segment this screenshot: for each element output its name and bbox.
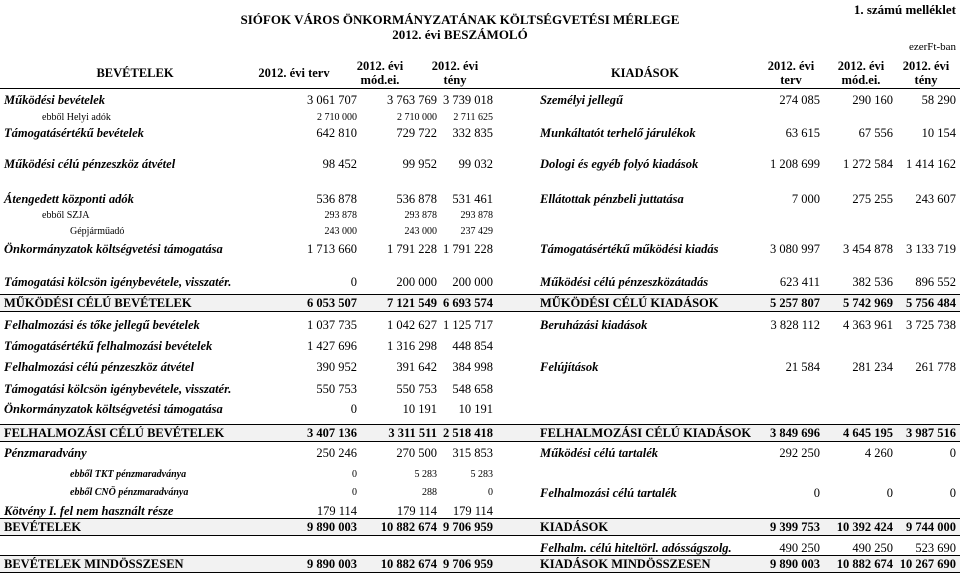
- revenue-fact-value: 332 835: [452, 126, 493, 140]
- revenue-fact-value: 548 658: [452, 382, 493, 396]
- revenue-label: BEVÉTELEK: [4, 520, 82, 534]
- revenue-label: MŰKÖDÉSI CÉLÚ BEVÉTELEK: [4, 296, 192, 310]
- revenue-mod-value: 270 500: [396, 446, 437, 460]
- revenue-mod-value: 536 878: [396, 192, 437, 206]
- expense-plan-value: 0: [813, 486, 820, 500]
- revenue-fact-header-a: 2012. évi: [431, 59, 479, 73]
- revenue-plan-value: 536 878: [316, 192, 357, 206]
- revenue-label: ebből TKT pénzmaradványa: [70, 469, 187, 480]
- revenue-fact-value: 293 878: [460, 210, 493, 221]
- revenue-plan-value: 1 427 696: [307, 339, 357, 353]
- revenue-fact-value: 384 998: [452, 360, 493, 374]
- revenue-mod-value: 99 952: [402, 157, 437, 171]
- expense-mod-value: 4 645 195: [843, 426, 893, 440]
- expense-mod-value: 4 363 961: [843, 318, 893, 332]
- revenue-plan-value: 0: [352, 469, 357, 480]
- title-line-1: SIÓFOK VÁROS ÖNKORMÁNYZATÁNAK KÖLTSÉGVETÉSI MÉRLEGE: [240, 12, 680, 27]
- revenue-label: Támogatásértékű felhalmozási bevételek: [4, 339, 213, 353]
- revenue-fact-value: 6 693 574: [443, 296, 493, 310]
- expense-mod-value: 490 250: [852, 541, 893, 555]
- expense-mod-value: 281 234: [852, 360, 893, 374]
- expense-fact-value: 896 552: [915, 275, 956, 289]
- expense-plan-header-a: 2012. évi: [767, 59, 815, 73]
- revenue-mod-value: 10 882 674: [380, 520, 437, 534]
- revenue-mod-value: 200 000: [396, 275, 437, 289]
- expense-label: FELHALMOZÁSI CÉLÚ KIADÁSOK: [540, 426, 752, 440]
- expense-plan-value: 3 849 696: [770, 426, 820, 440]
- expense-label: Dologi és egyéb folyó kiadások: [540, 157, 699, 171]
- table-row: [0, 273, 960, 291]
- title-line-2: 2012. évi BESZÁMOLÓ: [392, 27, 528, 42]
- revenue-fact-value: 179 114: [452, 504, 493, 518]
- expense-plan-header-b: terv: [780, 73, 802, 87]
- revenue-mod-header-b: mód.ei.: [360, 73, 400, 87]
- revenue-plan-value: 293 878: [324, 210, 357, 221]
- revenue-fact-value: 2 518 418: [443, 426, 493, 440]
- total-row: [0, 518, 960, 536]
- expense-fact-value: 10 154: [921, 126, 956, 140]
- header-divider: [0, 88, 960, 89]
- revenue-plan-value: 0: [350, 402, 357, 416]
- revenue-plan-value: 1 037 735: [307, 318, 357, 332]
- revenue-mod-value: 3 763 769: [387, 93, 437, 107]
- expense-fact-value: 523 690: [915, 541, 956, 555]
- expense-header: KIADÁSOK: [610, 66, 680, 80]
- page-title: [240, 12, 680, 42]
- revenue-label: Felhalmozási és tőke jellegű bevételek: [4, 318, 200, 332]
- expense-fact-value: 58 290: [921, 93, 956, 107]
- revenue-fact-value: 99 032: [458, 157, 493, 171]
- table-row: [0, 358, 960, 376]
- revenue-fact-value: 0: [488, 487, 493, 498]
- revenue-label: ebből SZJA: [42, 210, 90, 221]
- expense-mod-value: 10 882 674: [836, 557, 893, 571]
- expense-fact-value: 10 267 690: [899, 557, 956, 571]
- expense-fact-value: 3 725 738: [906, 318, 956, 332]
- revenue-fact-value: 531 461: [452, 192, 493, 206]
- expense-plan-value: 63 615: [785, 126, 820, 140]
- revenue-mod-value: 7 121 549: [387, 296, 437, 310]
- table-row: [0, 240, 960, 258]
- expense-label: KIADÁSOK MINDÖSSZESEN: [540, 557, 711, 571]
- revenue-fact-value: 9 706 959: [443, 520, 493, 534]
- revenue-label: FELHALMOZÁSI CÉLÚ BEVÉTELEK: [4, 426, 225, 440]
- expense-fact-value: 0: [949, 486, 956, 500]
- expense-fact-value: 243 607: [915, 192, 956, 206]
- expense-plan-value: 1 208 699: [770, 157, 820, 171]
- revenue-label: Támogatásértékű bevételek: [4, 126, 144, 140]
- revenue-mod-value: 288: [422, 487, 437, 498]
- revenue-mod-value: 1 791 228: [387, 242, 437, 256]
- table-row: [0, 190, 960, 208]
- expense-mod-value: 290 160: [852, 93, 893, 107]
- revenue-mod-header: [345, 59, 415, 87]
- total-row: [0, 555, 960, 573]
- revenue-plan-value: 390 952: [316, 360, 357, 374]
- expense-mod-value: 5 742 969: [843, 296, 893, 310]
- revenue-plan-value: 243 000: [324, 226, 357, 237]
- revenue-label: Pénzmaradvány: [4, 446, 87, 460]
- revenue-mod-value: 10 882 674: [380, 557, 437, 571]
- table-row: [0, 484, 960, 502]
- revenue-plan-value: 6 053 507: [307, 296, 357, 310]
- expense-plan-value: 9 890 003: [770, 557, 820, 571]
- expense-fact-value: 9 744 000: [906, 520, 956, 534]
- revenue-fact-value: 5 283: [470, 469, 493, 480]
- expense-fact-value: 0: [949, 446, 956, 460]
- revenue-fact-value: 3 739 018: [443, 93, 493, 107]
- revenue-label: Önkormányzatok költségvetési támogatása: [4, 402, 223, 416]
- revenue-label: Önkormányzatok költségvetési támogatása: [4, 242, 223, 256]
- annex-label: 1. számú melléklet: [853, 2, 956, 17]
- expense-mod-value: 67 556: [858, 126, 893, 140]
- expense-label: Felhalm. célú hiteltörl. adósságszolg.: [540, 541, 732, 555]
- revenue-fact-value: 10 191: [458, 402, 493, 416]
- revenue-fact-value: 200 000: [452, 275, 493, 289]
- table-row: [0, 124, 960, 142]
- revenue-mod-value: 2 710 000: [397, 112, 437, 123]
- expense-label: Személyi jellegű: [540, 93, 623, 107]
- revenue-mod-value: 1 316 298: [387, 339, 437, 353]
- table-row: [0, 223, 960, 241]
- expense-fact-header: [895, 59, 957, 87]
- expense-plan-value: 3 828 112: [770, 318, 820, 332]
- revenue-plan-value: 3 061 707: [307, 93, 357, 107]
- expense-plan-value: 274 085: [779, 93, 820, 107]
- revenue-label: ebből Helyi adók: [42, 112, 111, 123]
- expense-label: Működési célú pénzeszközátadás: [540, 275, 709, 289]
- revenue-plan-value: 1 713 660: [307, 242, 357, 256]
- total-row: [0, 294, 960, 312]
- revenue-plan-value: 9 890 003: [307, 557, 357, 571]
- revenue-label: BEVÉTELEK MINDÖSSZESEN: [4, 557, 184, 571]
- expense-plan-header: [756, 59, 826, 87]
- expense-mod-header-b: mód.ei.: [841, 73, 881, 87]
- revenue-label: Támogatási kölcsön igénybevétele, visszatér.: [4, 275, 232, 289]
- revenue-mod-value: 391 642: [396, 360, 437, 374]
- revenue-plan-value: 3 407 136: [307, 426, 357, 440]
- expense-mod-value: 382 536: [852, 275, 893, 289]
- revenue-mod-value: 10 191: [402, 402, 437, 416]
- expense-fact-value: 261 778: [915, 360, 956, 374]
- expense-label: Ellátottak pénzbeli juttatása: [540, 192, 684, 206]
- revenue-fact-value: 2 711 625: [453, 112, 493, 123]
- revenue-mod-value: 293 878: [404, 210, 437, 221]
- revenue-label: Működési célú pénzeszköz átvétel: [4, 157, 176, 171]
- revenue-header: BEVÉTELEK: [96, 66, 174, 80]
- expense-mod-value: 4 260: [864, 446, 893, 460]
- revenue-plan-value: 0: [350, 275, 357, 289]
- revenue-fact-value: 1 125 717: [443, 318, 493, 332]
- total-row: [0, 424, 960, 442]
- expense-fact-value: 5 756 484: [906, 296, 956, 310]
- revenue-fact-value: 448 854: [452, 339, 493, 353]
- expense-label: Felújítások: [540, 360, 599, 374]
- revenue-fact-value: 315 853: [452, 446, 493, 460]
- table-row: [0, 400, 960, 418]
- revenue-label: Felhalmozási célú pénzeszköz átvétel: [4, 360, 194, 374]
- expense-plan-value: 9 399 753: [770, 520, 820, 534]
- revenue-label: Gépjárműadó: [70, 226, 125, 237]
- revenue-label: ebből CNÖ pénzmaradványa: [70, 487, 189, 498]
- expense-mod-value: 0: [886, 486, 893, 500]
- expense-mod-value: 3 454 878: [843, 242, 893, 256]
- expense-fact-value: 3 987 516: [906, 426, 956, 440]
- revenue-fact-header: [420, 59, 490, 87]
- expense-plan-value: 623 411: [779, 275, 820, 289]
- table-row: [0, 444, 960, 462]
- revenue-label: Támogatási kölcsön igénybevétele, visszatér.: [4, 382, 232, 396]
- revenue-plan-value: 250 246: [316, 446, 357, 460]
- expense-label: Munkáltatót terhelő járulékok: [540, 126, 696, 140]
- expense-label: Felhalmozási célú tartalék: [540, 486, 677, 500]
- table-row: [0, 316, 960, 334]
- expense-plan-value: 5 257 807: [770, 296, 820, 310]
- revenue-plan-value: 9 890 003: [307, 520, 357, 534]
- expense-fact-header-b: tény: [914, 73, 938, 87]
- revenue-label: Átengedett központi adók: [4, 192, 134, 206]
- table-row: [0, 91, 960, 109]
- unit-label: ezerFt-ban: [908, 41, 956, 53]
- revenue-fact-value: 1 791 228: [443, 242, 493, 256]
- expense-mod-value: 1 272 584: [843, 157, 893, 171]
- revenue-fact-value: 9 706 959: [443, 557, 493, 571]
- revenue-fact-header-b: tény: [443, 73, 467, 87]
- revenue-plan-value: 0: [352, 487, 357, 498]
- expense-plan-value: 7 000: [791, 192, 820, 206]
- revenue-fact-value: 237 429: [460, 226, 493, 237]
- table-row: [0, 155, 960, 173]
- expense-label: Támogatásértékű működési kiadás: [540, 242, 719, 256]
- expense-plan-value: 21 584: [785, 360, 820, 374]
- expense-label: Beruházási kiadások: [540, 318, 648, 332]
- revenue-plan-value: 98 452: [322, 157, 357, 171]
- revenue-plan-value: 642 810: [316, 126, 357, 140]
- table-row: [0, 337, 960, 355]
- expense-mod-value: 10 392 424: [836, 520, 893, 534]
- revenue-mod-value: 179 114: [396, 504, 437, 518]
- revenue-mod-value: 243 000: [404, 226, 437, 237]
- expense-mod-header-a: 2012. évi: [837, 59, 885, 73]
- revenue-label: Működési bevételek: [4, 93, 106, 107]
- table-row: [0, 466, 960, 484]
- expense-label: Működési célú tartalék: [540, 446, 659, 460]
- expense-plan-value: 490 250: [779, 541, 820, 555]
- revenue-mod-value: 1 042 627: [387, 318, 437, 332]
- revenue-mod-value: 5 283: [414, 469, 437, 480]
- expense-mod-header: [827, 59, 895, 87]
- expense-label: MŰKÖDÉSI CÉLÚ KIADÁSOK: [540, 296, 719, 310]
- revenue-plan-value: 2 710 000: [317, 112, 357, 123]
- expense-plan-value: 292 250: [779, 446, 820, 460]
- expense-mod-value: 275 255: [852, 192, 893, 206]
- expense-label: KIADÁSOK: [540, 520, 609, 534]
- revenue-mod-value: 729 722: [396, 126, 437, 140]
- expense-plan-value: 3 080 997: [770, 242, 820, 256]
- revenue-plan-value: 550 753: [316, 382, 357, 396]
- expense-fact-header-a: 2012. évi: [902, 59, 950, 73]
- revenue-mod-header-a: 2012. évi: [356, 59, 404, 73]
- expense-fact-value: 1 414 162: [906, 157, 956, 171]
- revenue-plan-value: 179 114: [316, 504, 357, 518]
- revenue-label: Kötvény I. fel nem használt része: [4, 504, 174, 518]
- revenue-plan-header: 2012. évi terv: [258, 66, 330, 80]
- revenue-mod-value: 550 753: [396, 382, 437, 396]
- expense-fact-value: 3 133 719: [906, 242, 956, 256]
- table-row: [0, 380, 960, 398]
- revenue-mod-value: 3 311 511: [388, 426, 437, 440]
